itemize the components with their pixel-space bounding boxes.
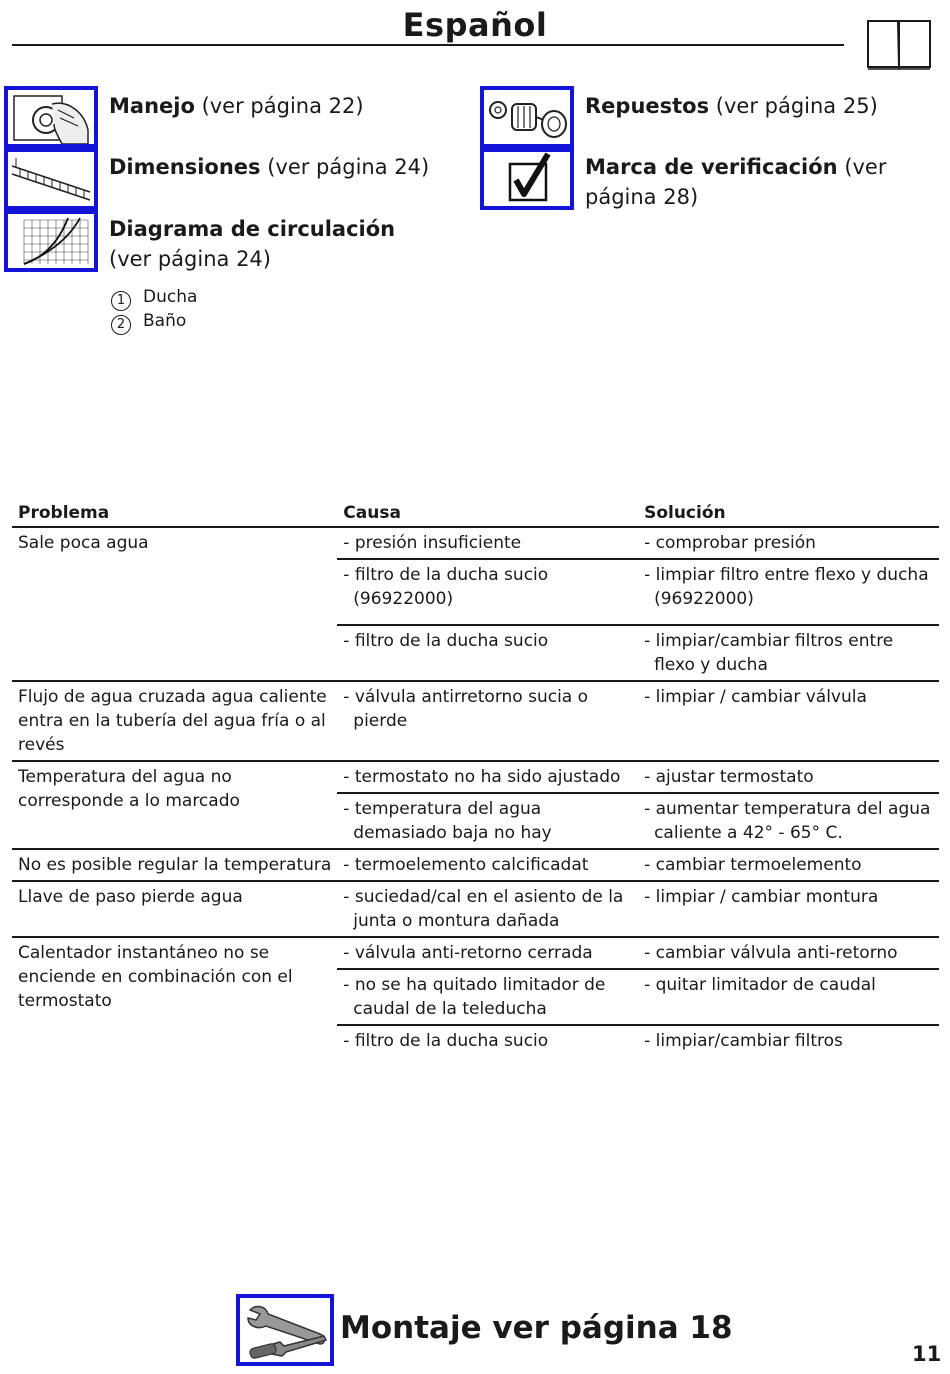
repuestos-label: Repuestos (ver página 25) [585, 94, 878, 118]
solution-cell: - aumentar temperatura del agua caliente a 42° - 65° C. [638, 794, 939, 850]
problem-cell: Sale poca agua [12, 528, 337, 682]
solution-cell: - ajustar termostato [638, 762, 939, 794]
solution-cell: - cambiar válvula anti-retorno [638, 938, 939, 970]
legend-bano: 2 Baño [111, 309, 186, 335]
cause-cell: - válvula antirretorno sucia o pierde [337, 682, 638, 762]
spare-parts-icon [480, 86, 574, 148]
wrench-screwdriver-icon [236, 1294, 334, 1366]
cause-cell: - presión insuficiente [337, 528, 638, 560]
page-number: 11 [912, 1342, 942, 1366]
cause-cell: - filtro de la ducha sucio [337, 626, 638, 682]
cause-cell: - termoelemento calcificadat [337, 850, 638, 882]
cause-cell: - filtro de la ducha sucio [343, 1031, 549, 1051]
solution-cell: - limpiar / cambiar montura [638, 882, 939, 938]
cause-cell: - no se ha quitado limitador de caudal de la teleducha [337, 970, 638, 1026]
table-row [12, 528, 939, 560]
diagrama-label: Diagrama de circulación (ver página 24) [109, 217, 396, 271]
marca-verificacion-label: Marca de verificación (ver página 28) [585, 155, 887, 209]
solution-cell: - limpiar/cambiar filtros [644, 1031, 843, 1051]
legend-ducha: 1 Ducha [111, 285, 197, 311]
table-row [12, 762, 939, 794]
problem-cell: Flujo de agua cruzada agua caliente entra en la tubería del agua fría o al revés [12, 682, 337, 762]
header-solucion: Solución [638, 498, 939, 528]
problem-cell: Calentador instantáneo no se enciende en combinación con el termostato [18, 943, 293, 1011]
table-row [12, 850, 939, 882]
solution-cell: - quitar limitador de caudal [638, 970, 939, 1026]
page-title: Español [402, 6, 548, 44]
troubleshooting-table [12, 498, 939, 1056]
table-row [12, 682, 939, 762]
table-row [12, 938, 939, 970]
cause-cell: - filtro de la ducha sucio (96922000) [337, 560, 638, 626]
problem-cell: No es posible regular la temperatura [12, 850, 337, 882]
header-causa: Causa [337, 498, 638, 528]
cause-cell: - válvula anti-retorno cerrada [337, 938, 638, 970]
checkmark-icon [480, 148, 574, 210]
cause-cell: - temperatura del agua demasiado baja no hay [337, 794, 638, 850]
dimensiones-label: Dimensiones (ver página 24) [109, 155, 430, 179]
solution-cell: - limpiar filtro entre flexo y ducha (96922000) [638, 560, 939, 626]
solution-cell: - comprobar presión [638, 528, 939, 560]
title-rule [12, 44, 844, 46]
cause-cell: - suciedad/cal en el asiento de la junta o montura dañada [337, 882, 638, 938]
header-problema: Problema [12, 498, 337, 528]
table-row [12, 882, 939, 938]
montaje-reference: Montaje ver página 18 [340, 1310, 733, 1346]
solution-cell: - limpiar / cambiar válvula [638, 682, 939, 762]
problem-cell: Temperatura del agua no corresponde a lo marcado [12, 762, 337, 850]
manejo-label: Manejo (ver página 22) [109, 94, 364, 118]
open-book-icon [866, 17, 932, 71]
hand-knob-icon [4, 86, 98, 148]
solution-cell: - cambiar termoelemento [638, 850, 939, 882]
problem-cell: Llave de paso pierde agua [12, 882, 337, 938]
table-header-row [12, 498, 939, 528]
cause-cell: - termostato no ha sido ajustado [337, 762, 638, 794]
flow-chart-icon [4, 210, 98, 272]
solution-cell: - limpiar/cambiar filtros entre flexo y ducha [638, 626, 939, 682]
ruler-icon [4, 148, 98, 210]
